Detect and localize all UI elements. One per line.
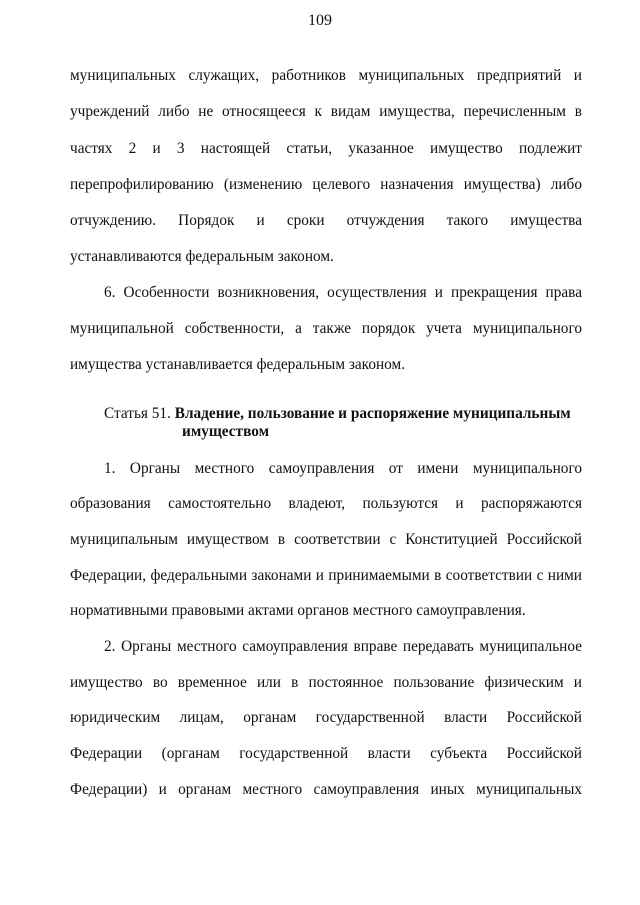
article-title-continued: имуществом xyxy=(182,423,270,440)
article-title: Владение, пользование и распоряжение муниципальным xyxy=(174,405,571,422)
article-prefix: Статья 51. xyxy=(104,405,171,422)
text-line: 6. Особенности возникновения, осуществления и прекращения права xyxy=(104,284,582,301)
text-line: имущество во временное или в постоянное пользование физическим и xyxy=(70,674,582,691)
text-line: муниципальных служащих, работников муниципальных предприятий и xyxy=(70,67,582,84)
text-line: Федерации (органам государственной власти субъекта Российской xyxy=(70,745,582,762)
text-line: Федерации) и органам местного самоуправления иных муниципальных xyxy=(70,781,582,798)
text-line: 2. Органы местного самоуправления вправе передавать муниципальное xyxy=(104,638,582,655)
text-line: перепрофилированию (изменению целевого назначения имущества) либо xyxy=(70,176,582,193)
text-line: нормативными правовыми актами органов местного самоуправления. xyxy=(70,602,526,619)
text-line: юридическим лицам, органам государственной власти Российской xyxy=(70,709,582,726)
text-line: образования самостоятельно владеют, пользуются и распоряжаются xyxy=(70,495,582,512)
text-line: 1. Органы местного самоуправления от имени муниципального xyxy=(104,460,582,477)
text-line: частях 2 и 3 настоящей статьи, указанное имущество подлежит xyxy=(70,140,582,157)
text-line: отчуждению. Порядок и сроки отчуждения такого имущества xyxy=(70,212,582,229)
article-heading xyxy=(104,404,571,424)
page-number: 109 xyxy=(308,12,332,29)
text-line: муниципальным имуществом в соответствии с Конституцией Российской xyxy=(70,531,582,548)
text-line: имущества устанавливается федеральным законом. xyxy=(70,356,406,373)
text-line: учреждений либо не относящееся к видам имущества, перечисленным в xyxy=(70,103,582,120)
text-line: устанавливаются федеральным законом. xyxy=(70,248,334,265)
text-line: муниципальной собственности, а также порядок учета муниципального xyxy=(70,320,582,337)
text-line: Федерации, федеральными законами и принимаемыми в соответствии с ними xyxy=(70,567,582,584)
